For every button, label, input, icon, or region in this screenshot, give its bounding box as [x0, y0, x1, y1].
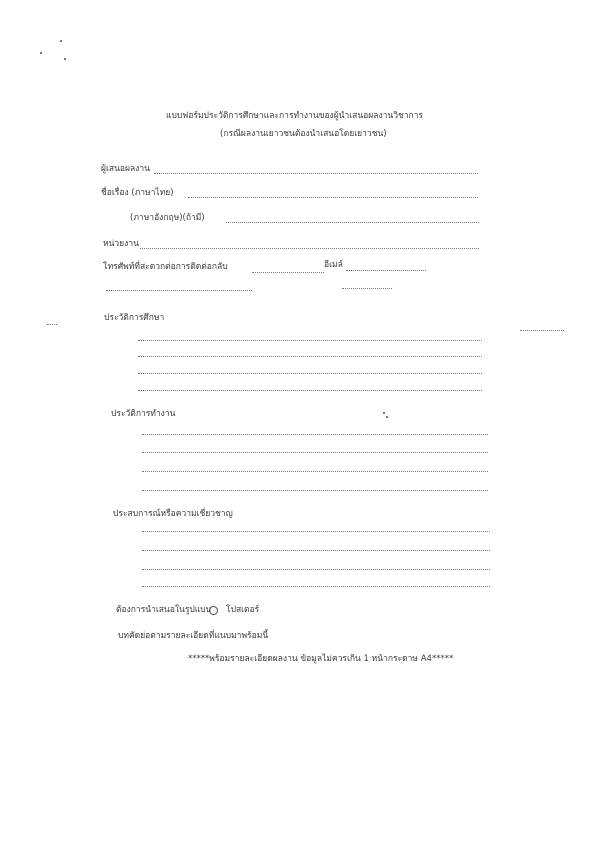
presenter-label: ผู้เสนอผลงาน [101, 164, 150, 174]
education-line-2[interactable] [138, 356, 482, 357]
email-field[interactable] [346, 270, 426, 271]
email-field-continued[interactable] [342, 288, 392, 289]
phone-label: โทรศัพท์ที่สะดวกต่อการติดต่อกลับ [103, 262, 228, 272]
email-label: อีเมล์ [324, 260, 343, 270]
expertise-label: ประสบการณ์หรือความเชี่ยวชาญ [113, 509, 233, 519]
education-label: ประวัติการศึกษา [104, 313, 165, 323]
work-line-1[interactable] [142, 434, 488, 435]
presentation-label: ต้องการนำเสนอในรูปแบบ [116, 605, 212, 615]
phone-field-continued[interactable] [106, 290, 252, 291]
topic-th-field[interactable] [188, 197, 478, 198]
footer-note: *****พร้อมรายละเอียดผลงาน ข้อมูลไม่ควรเกิน 1 หน้ากระดาษ A4***** [188, 654, 454, 664]
education-line-1[interactable] [138, 340, 482, 341]
expertise-line-1[interactable] [142, 531, 490, 532]
poster-option-label: โปสเตอร์ [226, 605, 260, 615]
work-label: ประวัติการทำงาน [111, 409, 176, 419]
margin-mark [47, 324, 57, 325]
scan-speck [64, 58, 66, 60]
expertise-line-3[interactable] [142, 569, 490, 570]
topic-en-field[interactable] [226, 222, 479, 223]
scan-speck [383, 412, 385, 414]
scan-speck [40, 52, 42, 54]
poster-radio[interactable] [209, 606, 218, 615]
form-title: แบบฟอร์มประวัติการศึกษาและการทำงานของผู้นำเสนอผลงานวิชาการ [166, 111, 423, 121]
work-line-4[interactable] [142, 490, 488, 491]
expertise-line-4[interactable] [142, 586, 490, 587]
scan-speck [60, 40, 62, 42]
agency-field[interactable] [140, 248, 479, 249]
margin-mark [520, 330, 564, 331]
work-line-2[interactable] [142, 452, 488, 453]
presenter-field[interactable] [154, 173, 478, 174]
work-line-3[interactable] [142, 471, 488, 472]
expertise-line-2[interactable] [142, 550, 490, 551]
agency-label: หน่วยงาน [103, 239, 139, 249]
education-line-3[interactable] [138, 373, 482, 374]
education-line-4[interactable] [138, 390, 482, 391]
phone-field[interactable] [252, 272, 324, 273]
form-subtitle: (กรณีผลงานเยาวชนต้องนำเสนอโดยเยาวชน) [220, 129, 387, 139]
abstract-label: บทคัดย่อตามรายละเอียดที่แนบมาพร้อมนี้ [118, 631, 269, 641]
scan-speck [386, 416, 388, 418]
topic-en-label: (ภาษาอังกฤษ)(ถ้ามี) [130, 213, 205, 223]
topic-th-label: ชื่อเรื่อง (ภาษาไทย) [101, 188, 174, 198]
